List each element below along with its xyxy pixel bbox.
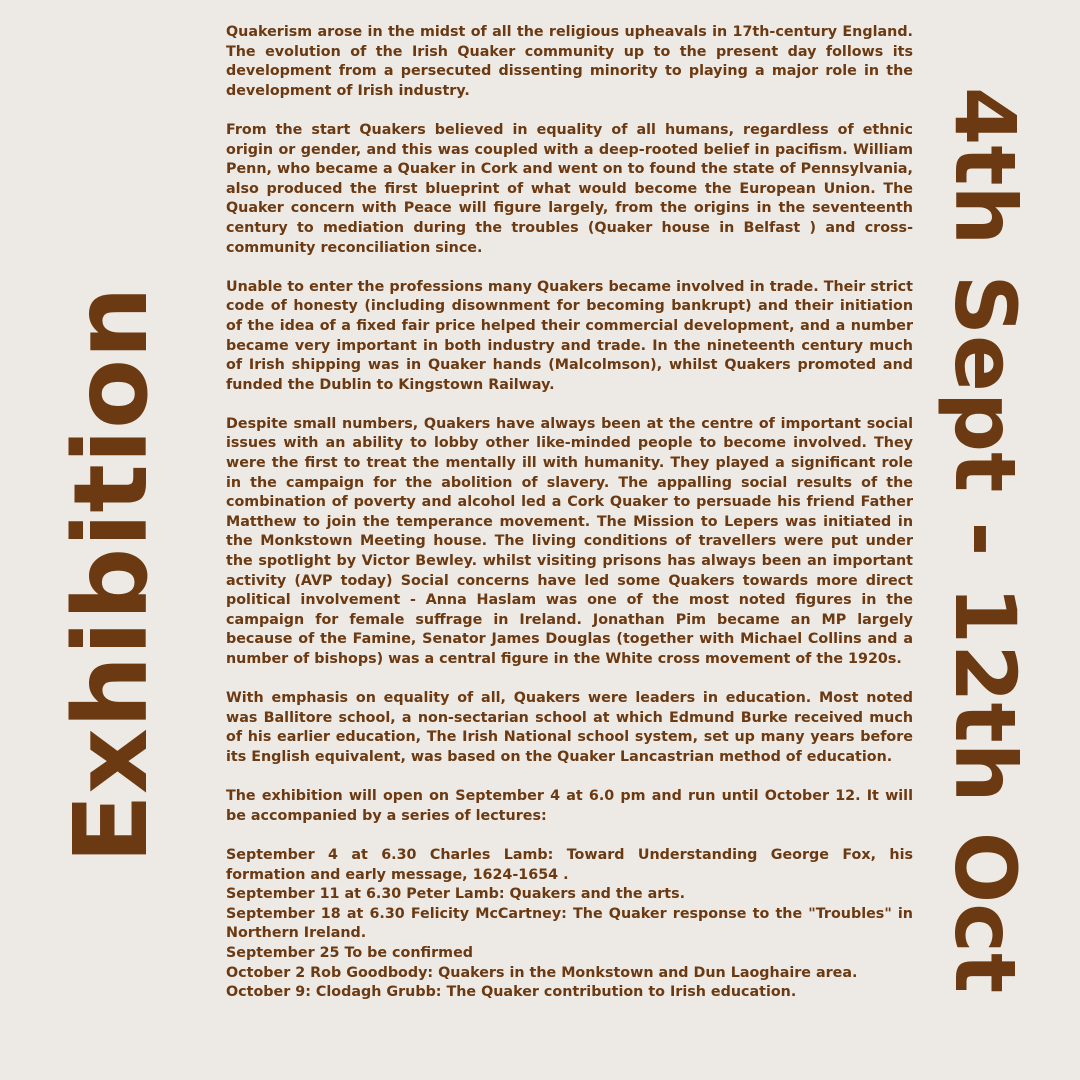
exhibition-description bbox=[226, 23, 913, 1003]
lecture-item: September 11 at 6.30 Peter Lamb: Quakers and the arts. bbox=[226, 886, 686, 903]
lecture-item: October 2 Rob Goodbody: Quakers in the Monkstown and Dun Laoghaire area. bbox=[226, 964, 858, 981]
paragraph-education: With emphasis on equality of all, Quakers were leaders in education. Most noted was Ballitore school, a non-sectarian school at which Edmund Burke received much of his earlier education, The Irish National school system, set up many years before its English equivalent, was based on the Quaker Lancastrian method of education. bbox=[226, 690, 913, 765]
lecture-item: September 18 at 6.30 Felicity McCartney: The Quaker response to the "Troubles" in Northern Ireland. bbox=[226, 905, 913, 942]
paragraph-intro: Quakerism arose in the midst of all the religious upheavals in 17th-century England. The evolution of the Irish Quaker community up to the present day follows its development from a persecuted dissenting minority to playing a major role in the development of Irish industry. bbox=[226, 24, 913, 99]
paragraph-social-issues: Despite small numbers, Quakers have always been at the centre of important social issues with an ability to lobby other like-minded people to become involved. They were the first to treat the mentally ill with humanity. They played a significant role in the campaign for the abolition of slavery. The appalling social results of the combination of poverty and alcohol led a Cork Quaker to persuade his friend Father Matthew to join the temperance movement. The Mission to Lepers was initiated in the Monkstown Meeting house. The living conditions of travellers were put under the spotlight by Victor Bewley. whilst visiting prisons has always been an important activity (AVP today) Social concerns have led some Quakers towards more direct political involvement - Anna Haslam was one of the most noted figures in the campaign for female suffrage in Ireland. Jonathan Pim became an MP largely because of the Famine, Senator James Douglas (together with Michael Collins and a number of bishops) was a central figure in the White cross movement of the 1920s. bbox=[226, 415, 913, 667]
paragraph-opening: The exhibition will open on September 4 at 6.0 pm and run until October 12. It will be accompanied by a series of lectures: bbox=[226, 788, 913, 824]
paragraph-equality-peace: From the start Quakers believed in equality of all humans, regardless of ethnic origin or gender, and this was coupled with a deep-rooted belief in pacifism. William Penn, who became a Quaker in Cork and went on to found the state of Pennsylvania, also produced the first blueprint of what would become the European Union. The Quaker concern with Peace will figure largely, from the origins in the seventeenth century to mediation during the troubles (Quaker house in Belfast ) and cross-community reconciliation since. bbox=[226, 121, 913, 256]
paragraph-trade: Unable to enter the professions many Quakers became involved in trade. Their strict code of honesty (including disownment for becoming bankrupt) and their initiation of the idea of a fixed fair price helped their commercial development, and a number became very important in both industry and trade. In the nineteenth century much of Irish shipping was in Quaker hands (Malcolmson), whilst Quakers promoted and funded the Dublin to Kingstown Railway. bbox=[226, 278, 913, 393]
exhibition-title: Exhibition bbox=[52, 286, 171, 864]
lecture-item: September 4 at 6.30 Charles Lamb: Toward Understanding George Fox, his formation and early message, 1624-1654 . bbox=[226, 846, 913, 883]
lecture-list bbox=[226, 846, 913, 1003]
lecture-item: September 25 To be confirmed bbox=[226, 944, 473, 961]
lecture-item: October 9: Clodagh Grubb: The Quaker contribution to Irish education. bbox=[226, 984, 797, 1001]
date-range-title: 4th Sept - 12th Oct bbox=[936, 86, 1034, 994]
